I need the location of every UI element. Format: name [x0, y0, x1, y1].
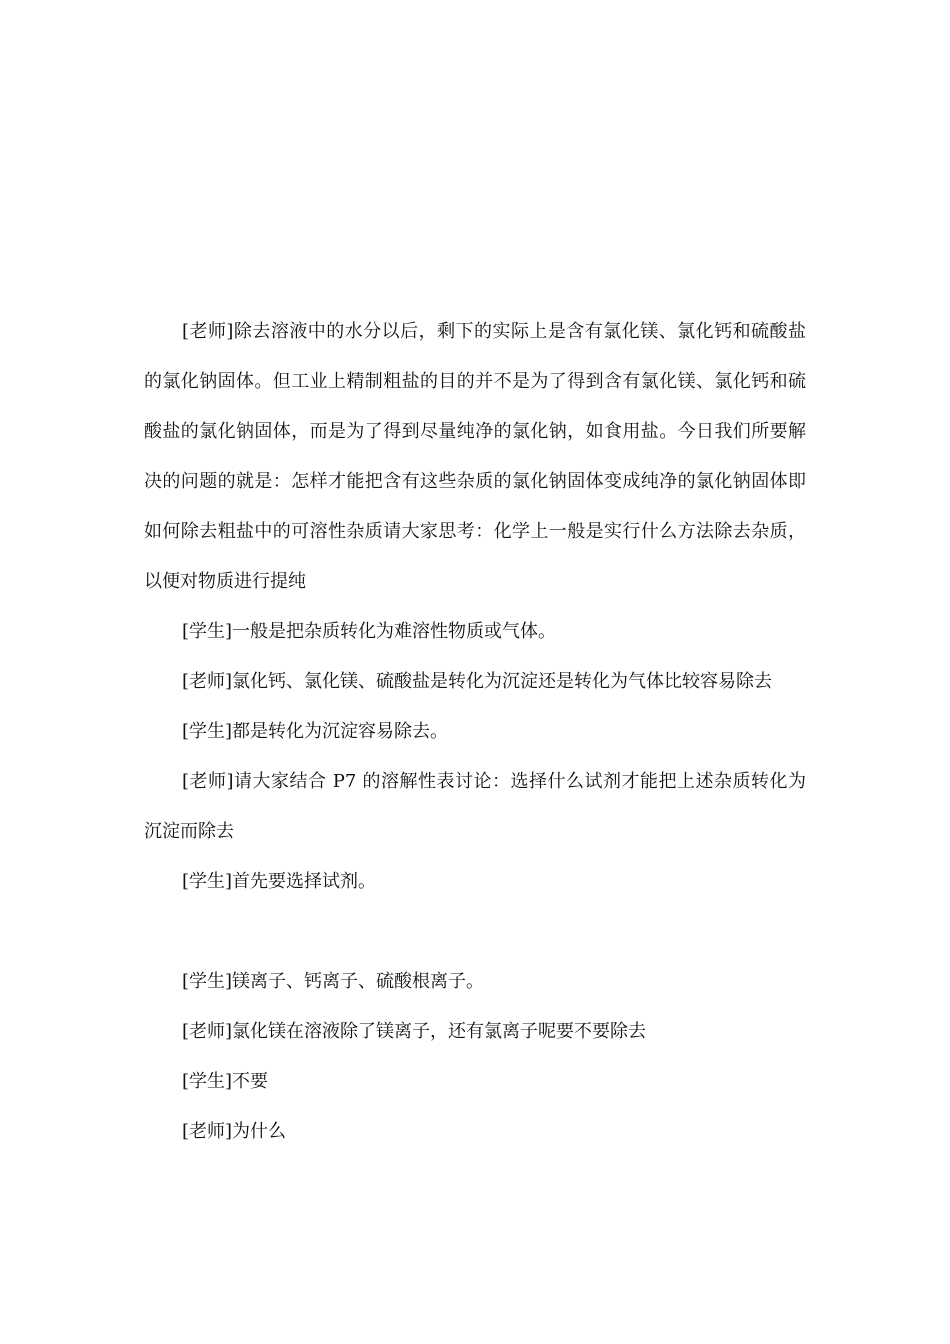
paragraph-teacher-2: [老师]氯化钙、氯化镁、硫酸盐是转化为沉淀还是转化为气体比较容易除去 [182, 671, 773, 692]
paragraph-student-4: [学生]镁离子、钙离子、硫酸根离子。 [182, 971, 485, 992]
paragraph-student-5: [学生]不要 [182, 1071, 269, 1092]
paragraph-student-3: [学生]首先要选择试剂。 [182, 871, 377, 892]
paragraph-teacher-3: [老师]请大家结合 P7 的溶解性表讨论：选择什么试剂才能把上述杂质转化为沉淀而除去 [144, 771, 806, 842]
paragraph-gap [144, 907, 806, 957]
paragraph-teacher-5: [老师]为什么 [182, 1121, 287, 1142]
document-body [144, 307, 806, 1157]
paragraph-teacher-4: [老师]氯化镁在溶液除了镁离子，还有氯离子呢要不要除去 [182, 1021, 647, 1042]
paragraph-student-2: [学生]都是转化为沉淀容易除去。 [182, 721, 449, 742]
paragraph-teacher-1: [老师]除去溶液中的水分以后，剩下的实际上是含有氯化镁、氯化钙和硫酸盐的氯化钠固体。但工业上精制粗盐的目的并不是为了得到含有氯化镁、氯化钙和硫酸盐的氯化钠固体，而是为了得到尽量纯净的氯化钠，如食用盐。今日我们所要解决的问题的就是：怎样才能把含有这些杂质的氯化钠固体变成纯净的氯化钠固体即如何除去粗盐中的可溶性杂质请大家思考：化学上一般是实行什么方法除去杂质，以便对物质进行提纯 [144, 321, 806, 592]
paragraph-student-1: [学生]一般是把杂质转化为难溶性物质或气体。 [182, 621, 557, 642]
